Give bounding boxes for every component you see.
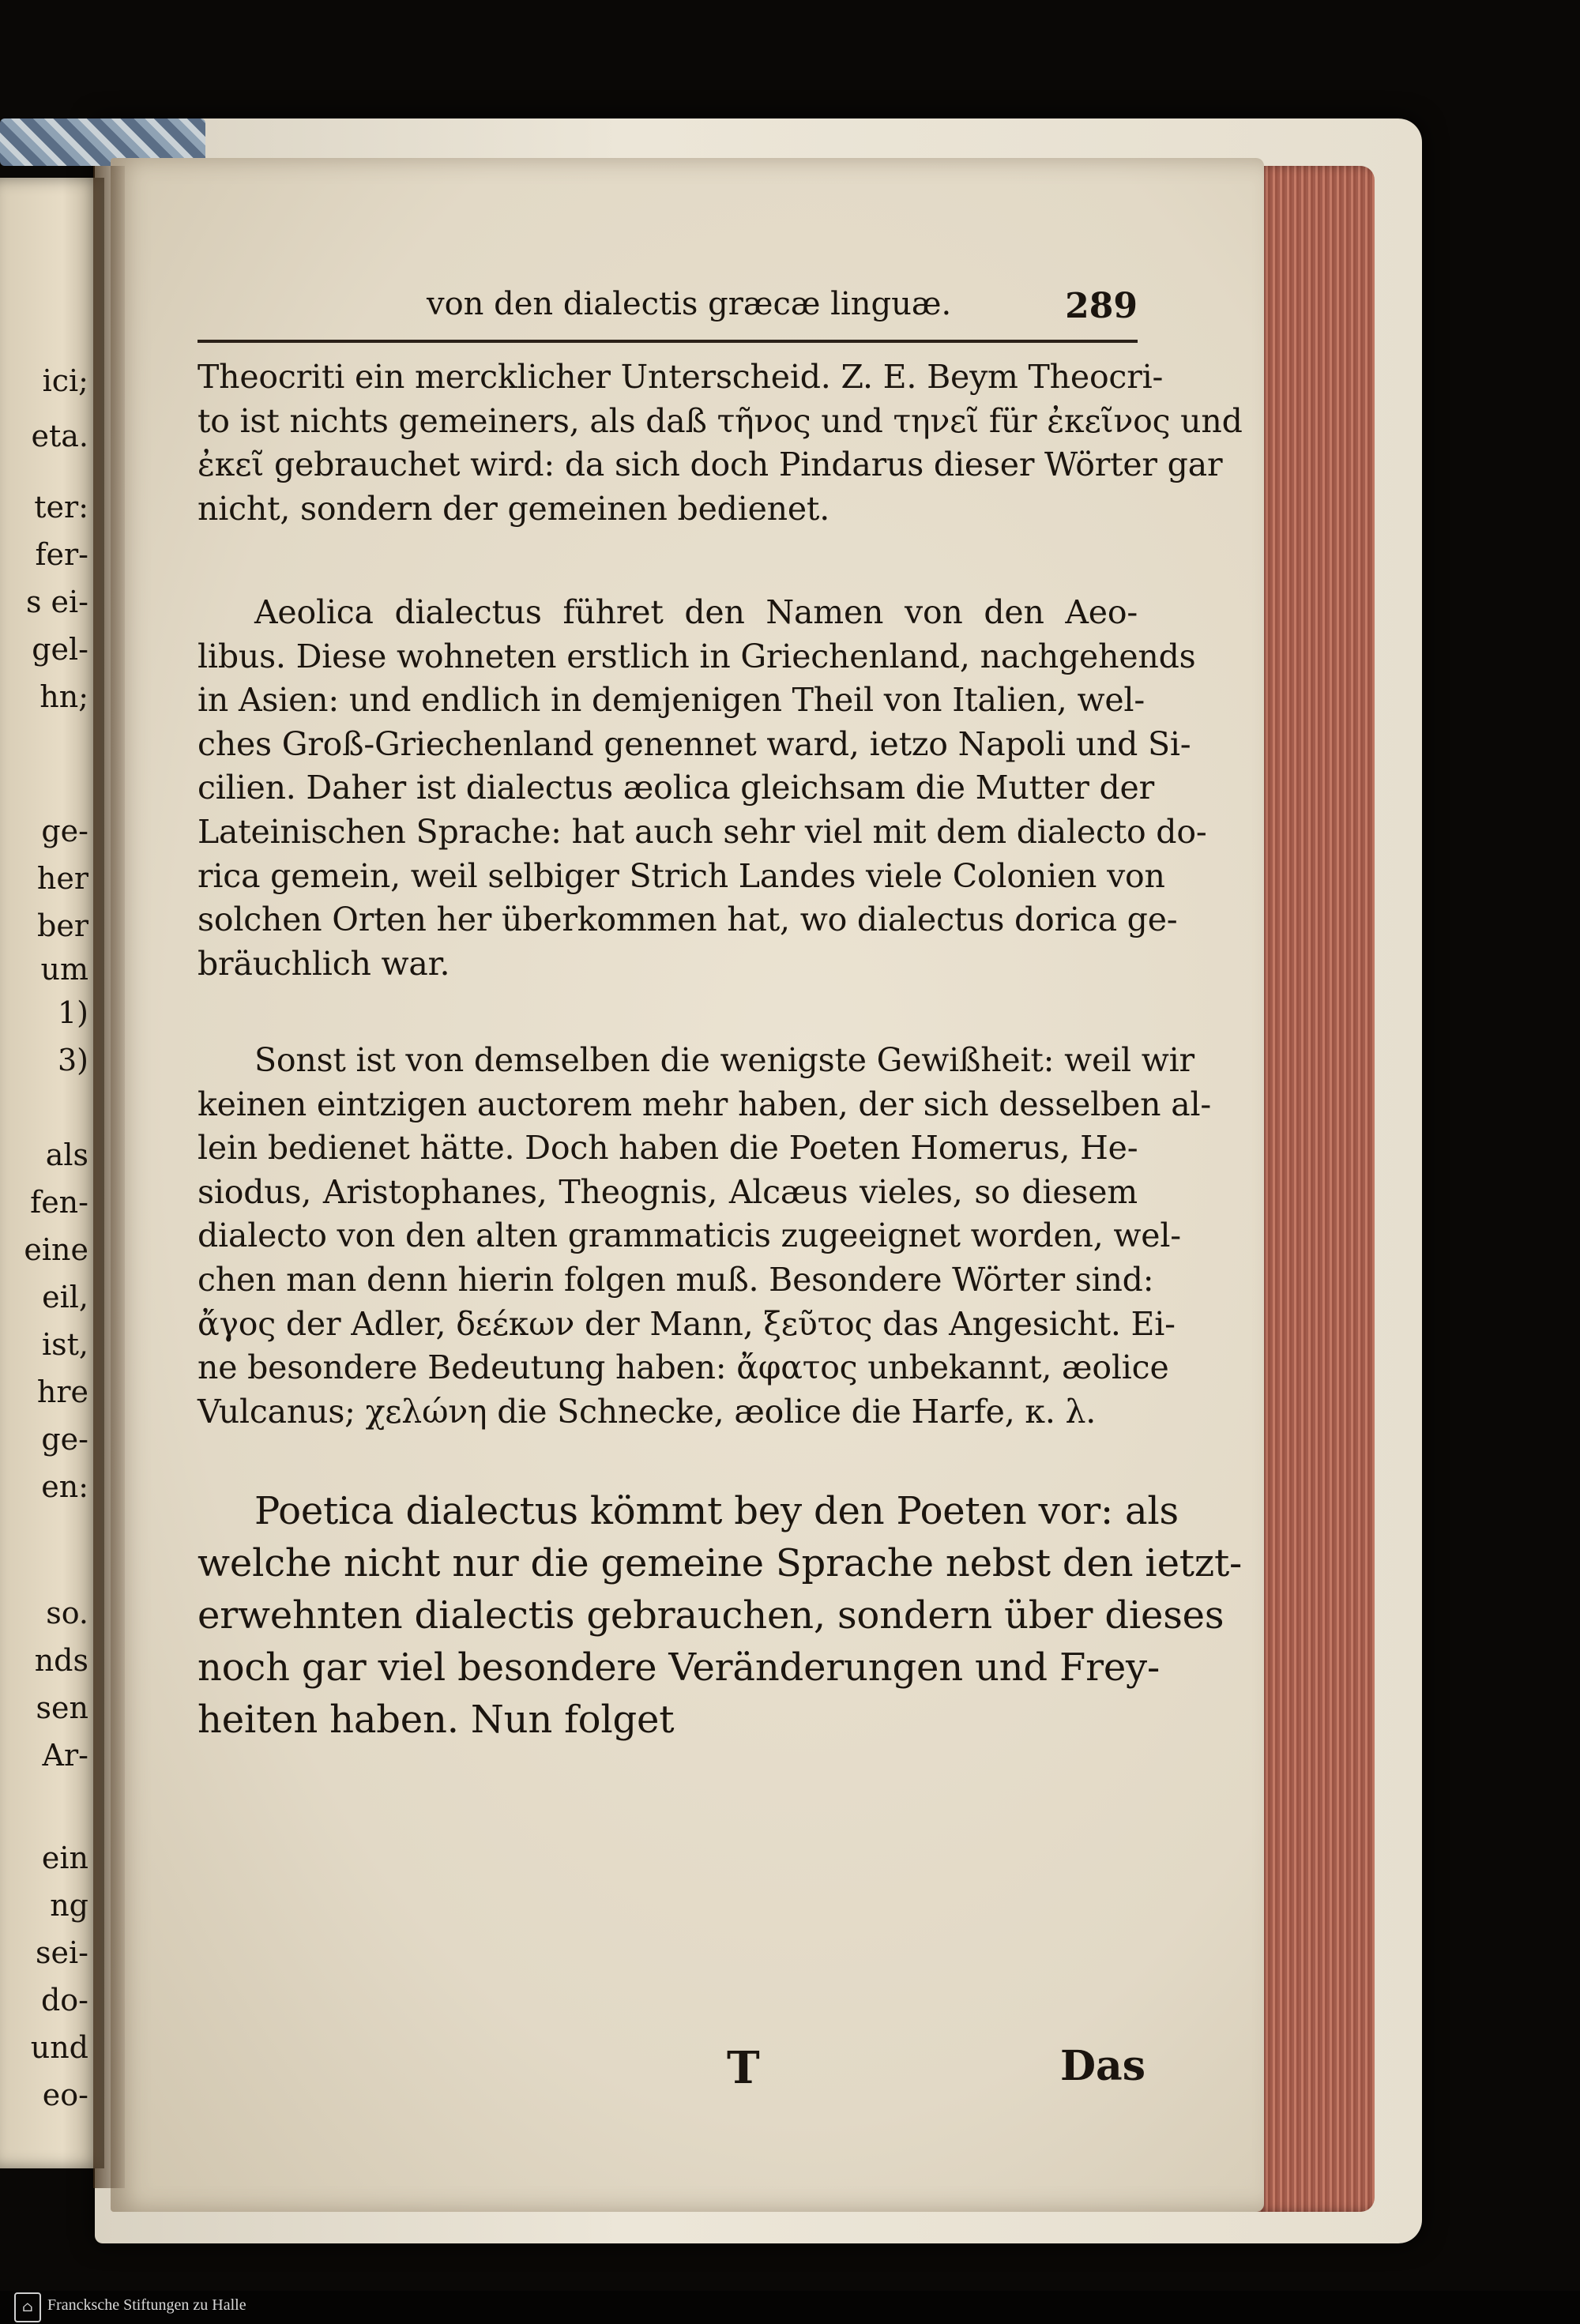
left-margin-fragment: s ei-: [25, 585, 88, 619]
text-line: solchen Orten her überkommen hat, wo dialectus dorica ge-: [198, 901, 1178, 939]
left-margin-fragment: 1): [57, 995, 88, 1030]
signature-mark: T: [727, 2042, 760, 2094]
text-line: welche nicht nur die gemeine Sprache nebst den ietzt-: [198, 1541, 1243, 1585]
text-line: ches Groß-Griechenland genennet ward, ietzo Napoli und Si-: [198, 724, 1191, 763]
left-margin-fragment: so.: [46, 1596, 88, 1630]
left-margin-fragment: als: [45, 1138, 88, 1172]
left-margin-fragment: en:: [41, 1469, 88, 1504]
text-line: in Asien: und endlich in demjenigen Theil von Italien, wel-: [198, 681, 1146, 720]
text-line: rica gemein, weil selbiger Strich Landes viele Colonien von: [198, 856, 1165, 895]
text-line: Sonst ist von demselben die wenigste Gewißheit: weil wir: [254, 1041, 1194, 1079]
paragraph-poetica: [198, 1485, 1243, 1746]
text-line: libus. Diese wohneten erstlich in Griechenland, nachgehends: [198, 637, 1196, 675]
left-margin-fragment: ici;: [42, 363, 88, 398]
left-margin-fragment: ber: [37, 908, 88, 943]
page-edges: [1256, 166, 1375, 2212]
text-line: Poetica dialectus kömmt bey den Poeten vor: als: [254, 1489, 1179, 1533]
text-line: Theocriti ein mercklicher Unterscheid. Z. E. Beym Theocri-: [198, 358, 1164, 396]
text-line: noch gar viel besondere Veränderungen und Frey-: [198, 1645, 1160, 1690]
catchword: Das: [1059, 2042, 1146, 2090]
page-footer: [198, 2042, 1146, 2097]
text-line: ἐκεῖ gebrauchet wird: da sich doch Pindarus dieser Wörter gar: [198, 446, 1223, 484]
left-margin-fragment: und: [30, 2030, 88, 2065]
text-line: siodus, Aristophanes, Theognis, Alcæus vieles, so diesem: [198, 1172, 1138, 1211]
text-line: lein bedienet hätte. Doch haben die Poeten Homerus, He-: [198, 1129, 1138, 1168]
page-number: 289: [1065, 286, 1138, 326]
left-margin-fragment: eil,: [42, 1280, 88, 1314]
left-margin-fragment: her: [36, 861, 88, 896]
text-line: ἄγος der Adler, δεέκων der Mann, ξεῦτος das Angesicht. Ei-: [198, 1304, 1176, 1343]
institution-logo-icon: ⌂: [14, 2292, 41, 2322]
left-margin-fragment: eine: [24, 1232, 88, 1267]
left-margin-fragment: hre: [36, 1374, 88, 1409]
text-line: keinen eintzigen auctorem mehr haben, der sich desselben al-: [198, 1085, 1212, 1123]
text-line: chen man denn hierin folgen muß. Besondere Wörter sind:: [198, 1260, 1154, 1299]
text-line: bräuchlich war.: [198, 944, 450, 983]
left-margin-fragment: ng: [50, 1888, 88, 1923]
text-line: to ist nichts gemeiners, als daß τῆνος und τηνεῖ für ἐκεῖνος und: [198, 401, 1243, 440]
paragraph-1: [198, 355, 1243, 531]
left-margin-fragment: eo-: [42, 2078, 88, 2112]
left-margin-fragment: hn;: [40, 679, 88, 714]
left-margin-fragment: sen: [36, 1690, 88, 1725]
text-line: dialecto von den alten grammaticis zugeeignet worden, wel-: [198, 1217, 1181, 1255]
left-margin-fragment: eta.: [31, 419, 88, 453]
left-margin-fragment: sei-: [36, 1935, 88, 1970]
text-line: Vulcanus; χελώνη die Schnecke, æolice die Harfe, κ. λ.: [198, 1392, 1097, 1431]
left-margin-fragment: 3): [57, 1043, 88, 1077]
left-margin-fragment: ist,: [41, 1327, 88, 1362]
left-margin-fragment: fen-: [30, 1185, 88, 1220]
left-margin-fragment: nds: [34, 1643, 88, 1678]
paragraph-aeolica: [198, 591, 1207, 986]
page-header: [198, 286, 1138, 333]
credit-text: Francksche Stiftungen zu Halle: [47, 2296, 246, 2314]
text-line: ne besondere Bedeutung haben: ἄφατος unbekannt, æolice: [198, 1348, 1169, 1387]
running-head: von den dialectis græcæ linguæ.: [427, 286, 952, 322]
left-margin-fragment: ge-: [41, 814, 88, 848]
text-line: nicht, sondern der gemeinen bedienet.: [198, 489, 830, 528]
text-line: erwehnten dialectis gebrauchen, sondern über dieses: [198, 1593, 1224, 1638]
gutter-shadow: [93, 166, 125, 2188]
left-margin-fragment: ein: [41, 1841, 88, 1875]
paragraph-sonst: [198, 1039, 1212, 1434]
text-line: cilien. Daher ist dialectus æolica gleichsam die Mutter der: [198, 769, 1154, 807]
left-margin-fragment: Ar-: [42, 1738, 88, 1773]
left-margin-fragment: um: [40, 952, 88, 987]
left-margin-fragment: do-: [40, 1983, 88, 2018]
text-line: heiten haben. Nun folget: [198, 1698, 675, 1742]
text-line: Aeolica dialectus führet den Namen von den Aeo-: [254, 593, 1138, 631]
header-rule: [198, 340, 1138, 343]
left-margin-fragment: ge-: [41, 1422, 88, 1457]
left-margin-fragment: gel-: [32, 632, 88, 667]
left-margin-fragment: ter:: [34, 490, 88, 525]
left-margin-fragment: fer-: [35, 537, 88, 572]
text-line: Lateinischen Sprache: hat auch sehr viel mit dem dialecto do-: [198, 812, 1207, 851]
